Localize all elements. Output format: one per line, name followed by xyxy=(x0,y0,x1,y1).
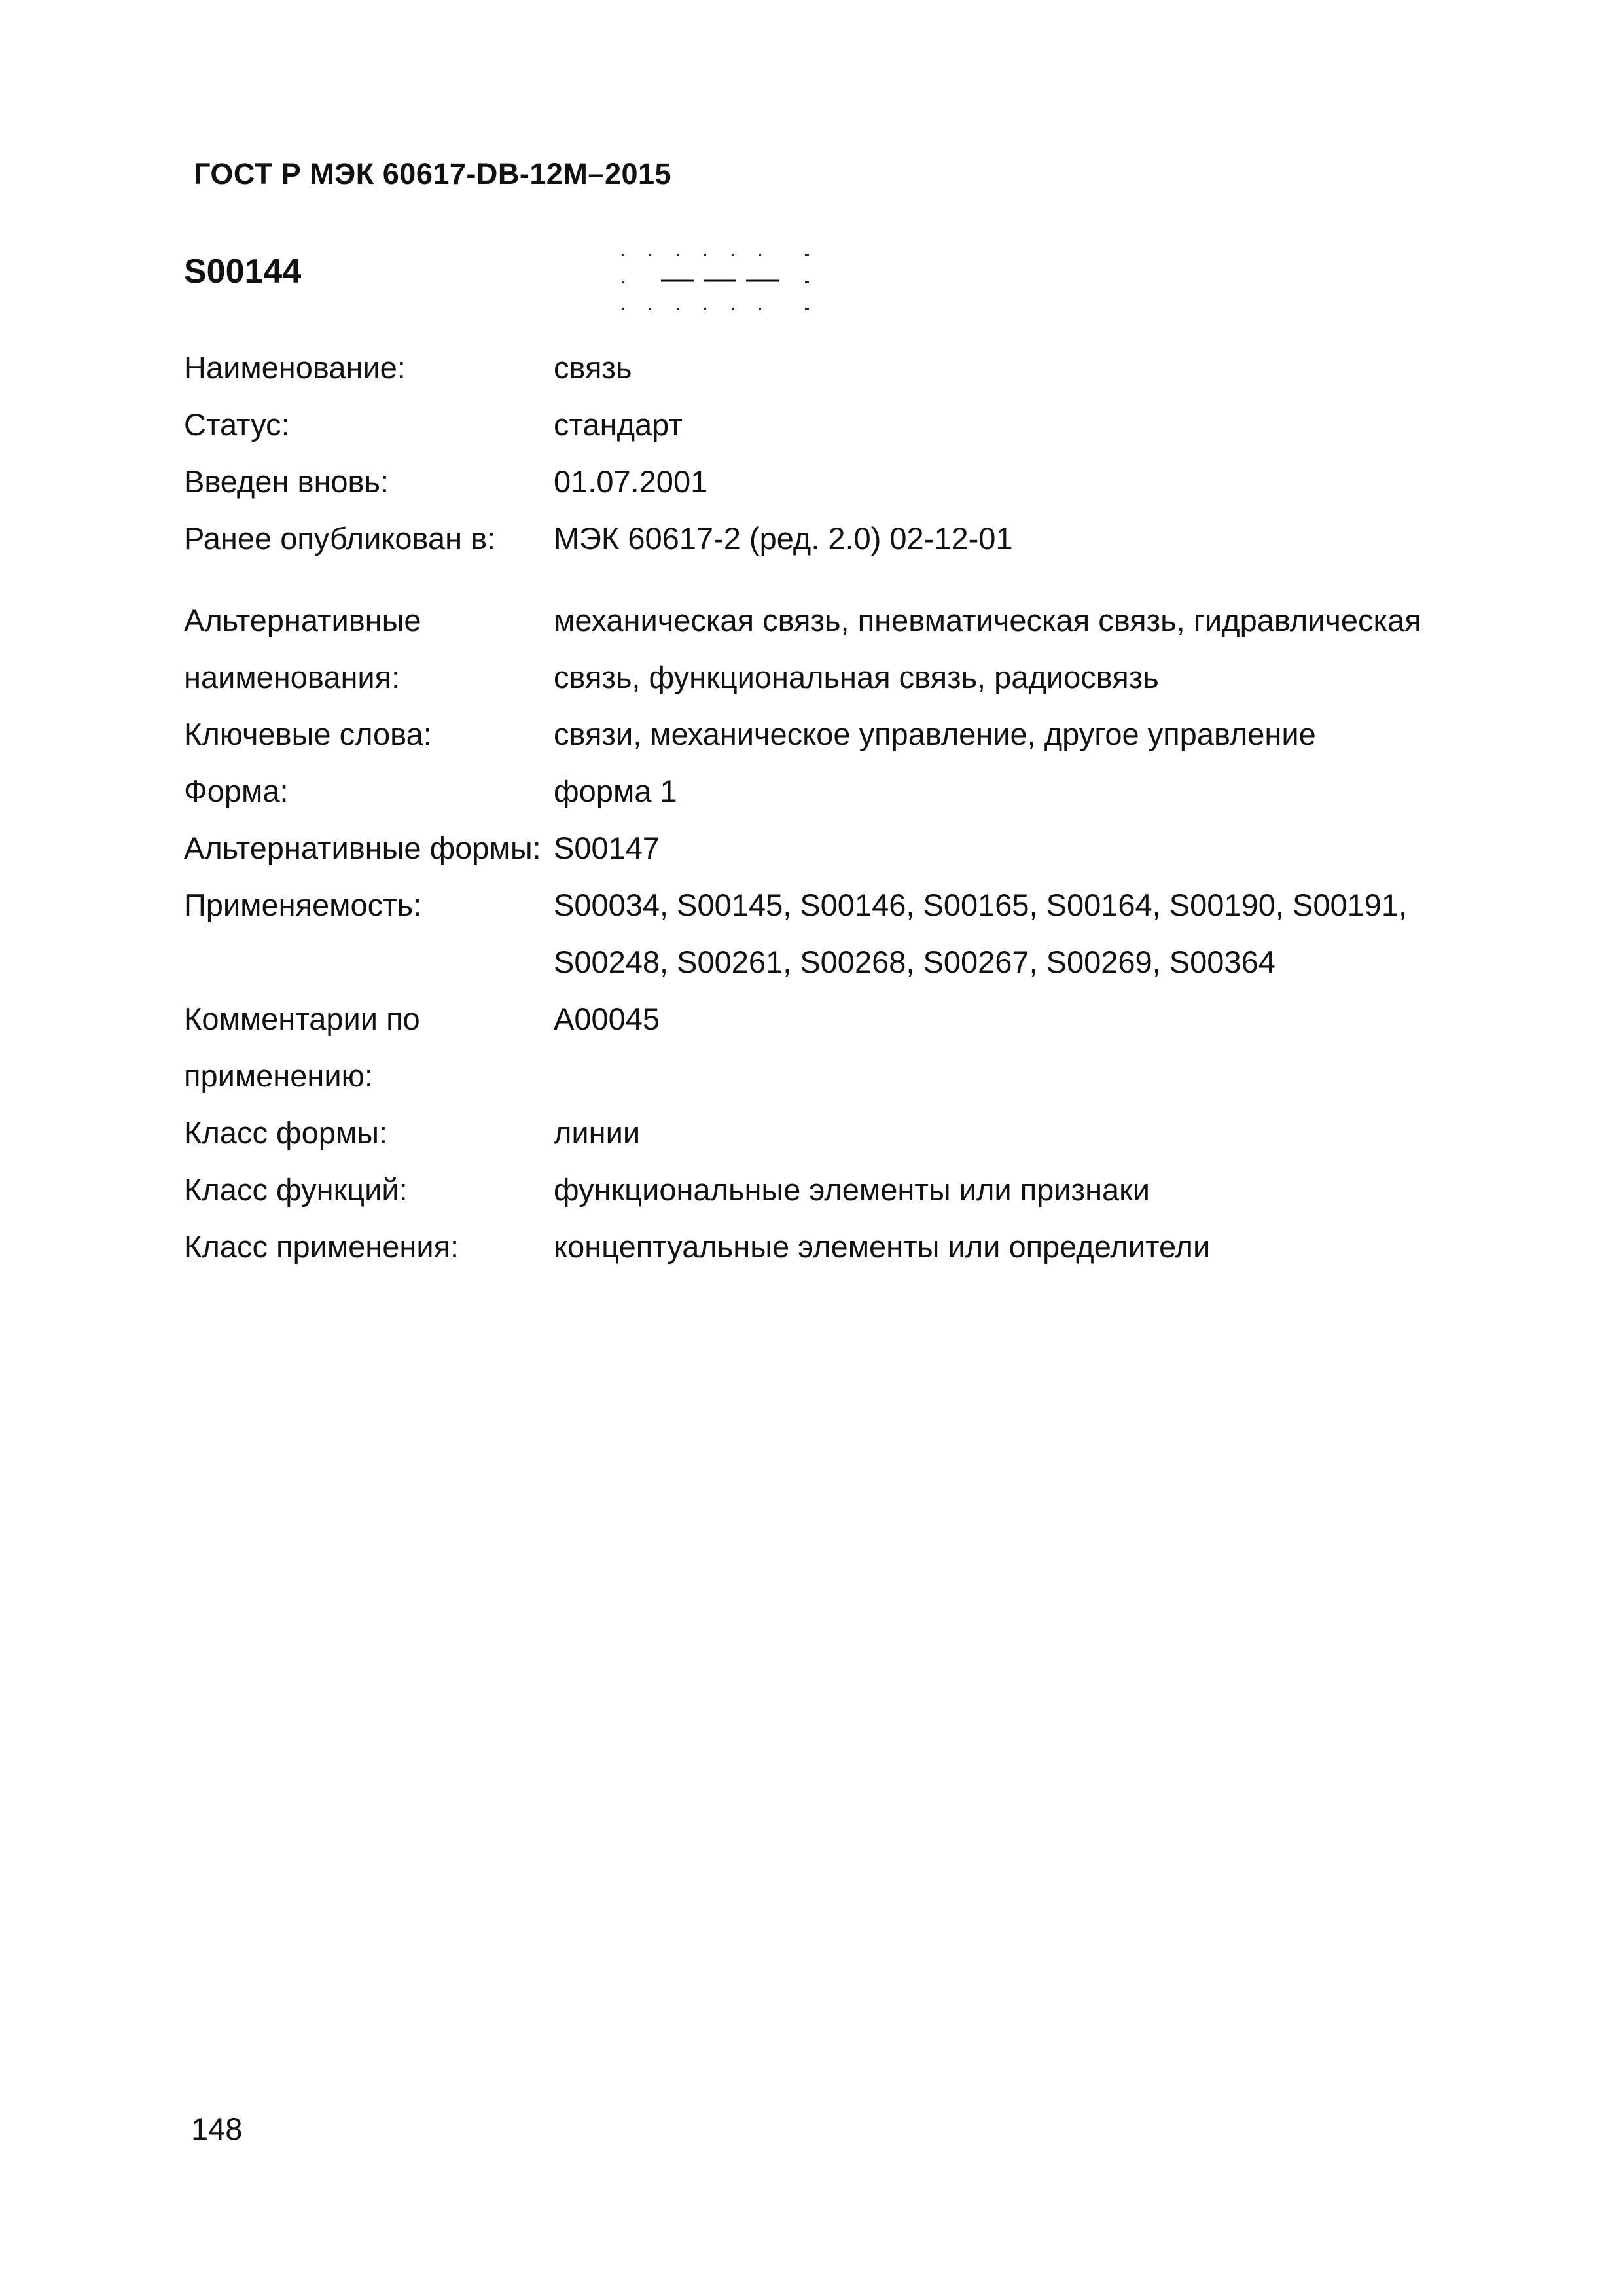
property-value: функциональные элементы или признаки xyxy=(554,1172,1150,1207)
property-label: Альтернативные наименования: xyxy=(184,603,421,694)
property-row-alternative-forms xyxy=(184,819,1467,876)
property-value: 01.07.2001 xyxy=(554,464,708,499)
property-label: Ранее опубликован в: xyxy=(184,521,496,556)
property-value: линии xyxy=(554,1115,641,1150)
property-label: Форма: xyxy=(184,774,289,808)
property-label: Комментарии по применению: xyxy=(184,1001,420,1093)
property-row-form xyxy=(184,762,1467,819)
symbol-properties xyxy=(184,339,1467,1275)
property-row-function-class xyxy=(184,1161,1467,1218)
property-row-application-notes xyxy=(184,990,1467,1104)
property-value: S00034, S00145, S00146, S00165, S00164, S00190, S00191, S00248, S00261, S00268, S00267, S00269, S00364 xyxy=(554,888,1408,979)
property-row-alternative-names xyxy=(184,592,1467,706)
property-value: S00147 xyxy=(554,831,660,865)
property-row-status xyxy=(184,396,1467,453)
property-value: механическая связь, пневматическая связь, гидравлическая связь, функциональная связь, радиосвязь xyxy=(554,603,1421,694)
property-row-name xyxy=(184,339,1467,396)
document-header: ГОСТ Р МЭК 60617-DB-12M–2015 xyxy=(194,157,672,190)
property-row-shape-class xyxy=(184,1104,1467,1161)
property-label: Ключевые слова: xyxy=(184,717,432,751)
property-value: A00045 xyxy=(554,1001,660,1036)
symbol-id: S00144 xyxy=(184,253,302,291)
property-label: Альтернативные формы: xyxy=(184,831,541,865)
property-row-applicability xyxy=(184,876,1467,990)
property-label: Введен вновь: xyxy=(184,464,389,499)
property-value: МЭК 60617-2 (ред. 2.0) 02-12-01 xyxy=(554,521,1013,556)
property-label: Наименование: xyxy=(184,350,406,385)
property-value: связи, механическое управление, другое управление xyxy=(554,717,1316,751)
page-number: 148 xyxy=(191,2111,243,2146)
property-label: Статус: xyxy=(184,407,290,442)
property-label: Применяемость: xyxy=(184,888,422,922)
property-label: Класс функций: xyxy=(184,1172,408,1207)
property-row-introduced xyxy=(184,453,1467,510)
property-value: концептуальные элементы или определители xyxy=(554,1229,1211,1264)
property-row-keywords xyxy=(184,706,1467,762)
dashed-link-line-symbol-icon xyxy=(615,242,825,321)
property-value: связь xyxy=(554,350,632,385)
property-value: форма 1 xyxy=(554,774,677,808)
property-label: Класс применения: xyxy=(184,1229,459,1264)
property-row-previously-published xyxy=(184,510,1467,567)
property-label: Класс формы: xyxy=(184,1115,388,1150)
property-row-application-class xyxy=(184,1218,1467,1275)
property-value: стандарт xyxy=(554,407,683,442)
